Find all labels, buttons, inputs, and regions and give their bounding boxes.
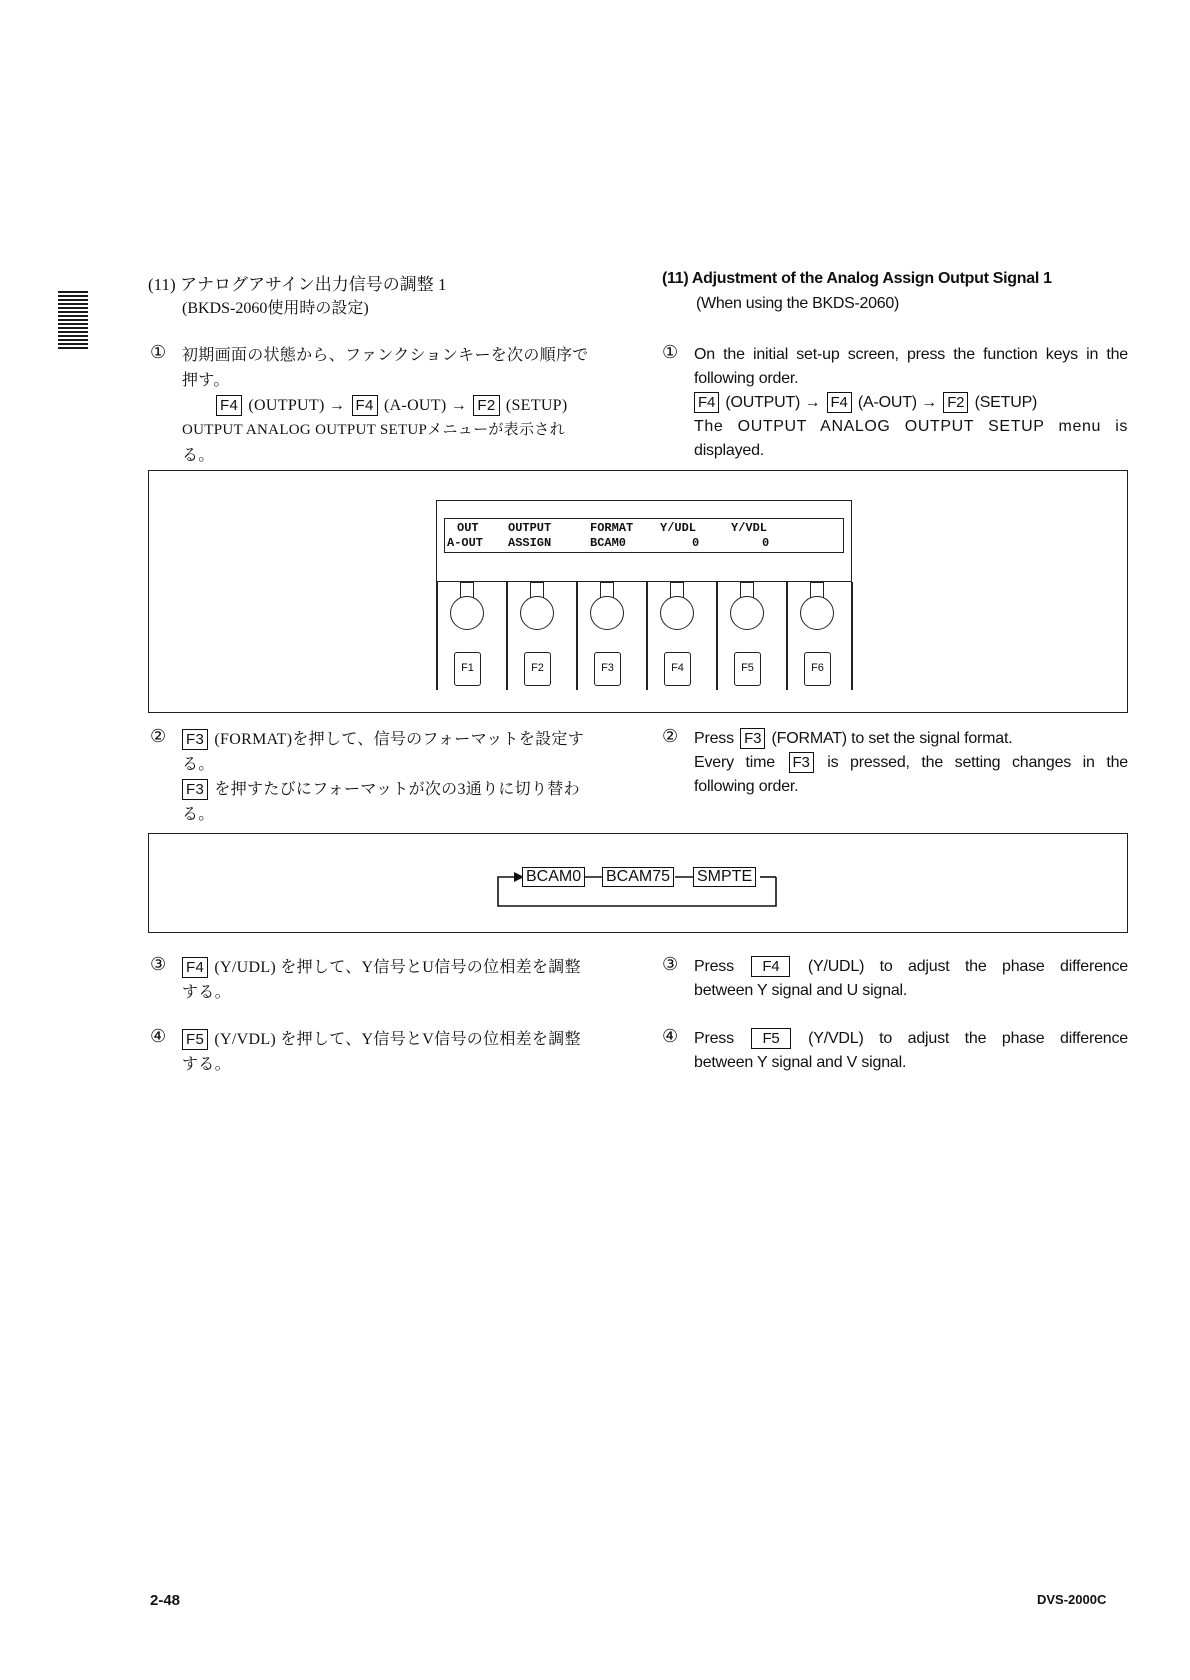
key-f4: F4 [216,395,242,416]
press-label: Press [694,958,734,975]
seq-label-a-out: (A-OUT) [383,397,447,414]
en-step3-line1-rest: (Y/UDL) to adjust the phase difference [807,958,1128,975]
en-step3-text [694,955,1128,1003]
jp-step4-line1-text: (Y/VDL) を押して、Y信号とV信号の位相差を調整 [214,1031,581,1048]
lcd-r2-c5: 0 [762,536,770,550]
press-label: Press [694,1030,734,1047]
jp-step2-line3-text: を押すたびにフォーマットが次の3通りに切り替わ [214,781,580,798]
key-f2: F2 [943,392,968,413]
jp-step1-line4: OUTPUT ANALOG OUTPUT SETUPメニューが表示され [182,422,565,438]
en-step1-text [694,343,1128,463]
rotary-knob-6 [800,596,834,630]
fkey-f4: F4 [664,652,691,686]
jp-step1-line2: 押す。 [182,372,230,389]
key-f5: F5 [182,1029,208,1050]
lcd-r1-c4: Y/UDL [660,521,697,535]
key-f3: F3 [740,728,765,749]
fkey-f6: F6 [804,652,831,686]
model-name: DVS-2000C [1037,1592,1107,1607]
jp-step1-number: ① [150,342,167,363]
seq-label-output: (OUTPUT) [248,397,325,414]
lcd-r2-c1: A-OUT [447,536,484,550]
panel-divider [786,582,788,690]
arrow-icon: → [328,397,346,414]
format-option-bcam75: BCAM75 [602,867,674,887]
en-step1-line2: following order. [694,370,799,387]
arrow-icon: → [804,394,821,411]
jp-step2-line3 [182,777,627,802]
format-option-smpte: SMPTE [693,867,756,887]
seq-label-setup: (SETUP) [505,397,568,414]
jp-step4-number: ④ [150,1026,167,1047]
jp-step2-line4: る。 [182,806,215,823]
section-tab-marker [58,291,88,351]
seq-label-setup: (SETUP) [974,394,1038,411]
jp-section-title: (11) アナログアサイン出力信号の調整 1 [148,275,447,294]
jp-step3-line1 [182,955,627,980]
en-step1-line1: On the initial set-up screen, press the function keys in the [694,346,1128,363]
rotary-knob-3 [590,596,624,630]
jp-step3-number: ③ [150,954,167,975]
key-f4: F4 [182,957,208,978]
en-step3-number: ③ [662,954,679,975]
rotary-knob-2 [520,596,554,630]
en-step2-line1 [694,727,1128,751]
seq-label-output: (OUTPUT) [725,394,801,411]
fkey-f3: F3 [594,652,621,686]
lcd-r1-c2: OUTPUT [508,521,552,535]
panel-divider [851,582,853,690]
en-step4-text [694,1027,1128,1075]
en-step2-line2-a: Every time [694,754,775,771]
jp-step3-line1-text: (Y/UDL) を押して、Y信号とU信号の位相差を調整 [214,959,581,976]
page-number: 2-48 [150,1592,181,1609]
lcd-r2-c2: ASSIGN [508,536,552,550]
jp-step4-line2: する。 [182,1056,231,1073]
en-step3-line2: between Y signal and U signal. [694,982,908,999]
lcd-r1-c3: FORMAT [590,521,634,535]
panel-divider [646,582,648,690]
press-label: Press [694,730,734,747]
jp-step3-line2: する。 [182,984,231,1001]
fkey-f2: F2 [524,652,551,686]
en-step2-line2 [694,751,1128,775]
lcd-display [444,518,844,553]
jp-step2-line1 [182,727,627,752]
rotary-knob-1 [450,596,484,630]
panel-divider [716,582,718,690]
lcd-r1-c5: Y/VDL [731,521,768,535]
panel-divider [576,582,578,690]
jp-step3-text [182,955,627,1005]
en-section-title: (11) Adjustment of the Analog Assign Output Signal 1 [662,270,1052,287]
fkey-f5: F5 [734,652,761,686]
key-f4: F4 [352,395,378,416]
lcd-r2-c4: 0 [692,536,700,550]
jp-step1-key-sequence [182,393,627,418]
en-step2-line1-rest: (FORMAT) to set the signal format. [771,730,1013,747]
en-step4-number: ④ [662,1026,679,1047]
key-f4: F4 [694,392,719,413]
fkey-f1: F1 [454,652,481,686]
key-f3: F3 [182,779,208,800]
en-step3-line1 [694,955,1128,979]
en-step4-line1 [694,1027,1128,1051]
jp-step2-number: ② [150,726,167,747]
en-step4-line1-rest: (Y/VDL) to adjust the phase difference [808,1030,1128,1047]
key-f5: F5 [751,1028,790,1049]
en-step4-line2: between Y signal and V signal. [694,1054,907,1071]
jp-step1-text [182,343,627,468]
jp-step4-line1 [182,1027,627,1052]
key-f3: F3 [182,729,208,750]
en-step2-line3: following order. [694,778,799,795]
lcd-r2-c3: BCAM0 [590,536,627,550]
key-f4: F4 [827,392,852,413]
format-option-bcam0: BCAM0 [522,867,585,887]
arrow-icon: → [450,397,468,414]
jp-step2-text [182,727,627,827]
lcd-r1-c1: OUT [457,521,479,535]
en-step2-line2-b: is pressed, the setting changes in the [827,754,1128,771]
jp-step1-line5: る。 [182,447,215,464]
en-step1-line4: The OUTPUT ANALOG OUTPUT SETUP menu is [694,418,1128,435]
arrow-icon: → [921,394,937,411]
jp-step2-line2: る。 [182,756,215,773]
en-step1-key-sequence [694,391,1128,415]
rotary-knob-5 [730,596,764,630]
panel-divider [506,582,508,690]
en-step1-number: ① [662,342,679,363]
en-step1-line5: displayed. [694,442,765,459]
key-f3: F3 [789,752,814,773]
jp-step1-line1: 初期画面の状態から、ファンクションキーを次の順序で [182,347,589,364]
en-step2-text [694,727,1128,799]
en-step2-number: ② [662,726,679,747]
rotary-knob-4 [660,596,694,630]
seq-label-a-out: (A-OUT) [857,394,917,411]
key-f4: F4 [751,956,790,977]
jp-step4-text [182,1027,627,1077]
en-section-subtitle: (When using the BKDS-2060) [696,295,899,312]
panel-divider [436,582,438,690]
jp-section-subtitle: (BKDS-2060使用時の設定) [182,300,369,317]
jp-step2-line1-text: (FORMAT)を押して、信号のフォーマットを設定す [214,731,585,748]
key-f2: F2 [473,395,499,416]
